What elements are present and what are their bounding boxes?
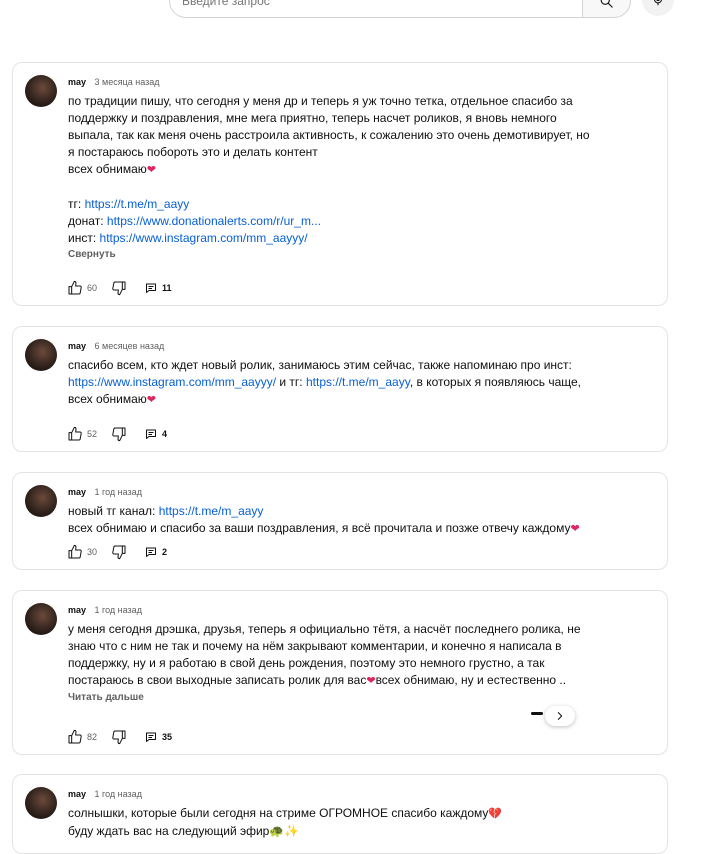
thumbs-up-icon — [67, 280, 83, 296]
post-text: новый тг канал: https://t.me/m_aayy всех обнимаю и спасибо за ваши поздравления, я всё прочитала и позже отвечу каждому❤ — [68, 504, 580, 535]
community-post — [12, 774, 668, 854]
avatar[interactable] — [25, 603, 57, 635]
like-count: 82 — [87, 732, 98, 742]
comment-count: 4 — [162, 429, 168, 439]
like-count: 60 — [87, 283, 98, 293]
thumbs-up-icon — [67, 544, 83, 560]
broken-heart-emoji: 💔 — [488, 808, 503, 820]
post-author[interactable]: may — [68, 341, 87, 351]
post-time[interactable]: 1 год назад — [94, 605, 142, 615]
like-button[interactable] — [67, 280, 83, 296]
dislike-button[interactable] — [111, 426, 127, 442]
search-bar — [169, 0, 631, 18]
community-post — [12, 590, 668, 755]
community-post — [12, 326, 668, 452]
comment-icon — [145, 282, 157, 294]
post-time[interactable]: 1 год назад — [94, 487, 142, 497]
chevron-right-icon — [555, 711, 565, 721]
thumbs-down-icon — [111, 544, 127, 560]
comment-icon — [145, 428, 157, 440]
post-author[interactable]: may — [68, 789, 87, 799]
thumbs-down-icon — [111, 280, 127, 296]
read-more-button[interactable]: Читать дальше — [68, 692, 144, 703]
comments-button[interactable] — [145, 546, 167, 558]
mic-icon — [651, 0, 665, 7]
thumbs-down-icon — [111, 729, 127, 745]
collapse-button[interactable]: Свернуть — [68, 249, 116, 260]
telegram-link[interactable]: https://t.me/m_aayy — [84, 197, 190, 211]
instagram-link[interactable]: https://www.instagram.com/mm_aayyy/ — [99, 231, 308, 245]
comment-count: 35 — [162, 732, 173, 742]
post-actions — [67, 278, 172, 298]
heart-emoji: ❤ — [146, 394, 157, 406]
avatar[interactable] — [25, 485, 57, 517]
heart-emoji: ❤ — [366, 675, 376, 687]
post-actions — [67, 727, 172, 747]
donation-link[interactable]: https://www.donationalerts.com/r/ur_m... — [106, 214, 321, 228]
telegram-link[interactable]: https://t.me/m_aayy — [305, 375, 410, 389]
comment-count: 2 — [162, 547, 168, 557]
thumbs-up-icon — [67, 426, 83, 442]
search-input[interactable] — [169, 0, 582, 18]
telegram-link[interactable]: https://t.me/m_aayy — [158, 504, 264, 518]
heart-emoji: ❤ — [146, 164, 157, 176]
comment-count: 11 — [162, 283, 172, 293]
instagram-link[interactable]: https://www.instagram.com/mm_aayyy/ — [68, 375, 277, 389]
search-icon — [599, 0, 614, 9]
post-text: солнышки, которые были сегодня на стриме ОГРОМНОЕ спасибо каждому💔 буду ждать вас на следующий эфир🐢✨ — [68, 806, 503, 838]
like-count: 30 — [87, 547, 98, 557]
post-author[interactable]: may — [68, 77, 87, 87]
carousel-next-button[interactable] — [545, 706, 575, 726]
post-text: по традиции пишу, что сегодня у меня др и теперь я уж точно тетка, отдельное спасибо за поддержку и поздравления, мне мега приятно, теперь насчет роликов, я вновь немного выпала, так как меня очень расстроила активность, к сожалению это очень демотивирует, но я постараюсь побороть это и делать контент всех обнимаю❤ тг: https://t.me/m_aayy донат: https://www.donationalerts.com/r/ur_m... инст: https://www.instagram.com/mm_aayyy/ — [68, 94, 590, 245]
like-button[interactable] — [67, 426, 83, 442]
comment-icon — [145, 731, 157, 743]
like-button[interactable] — [67, 544, 83, 560]
avatar[interactable] — [25, 339, 57, 371]
post-time[interactable]: 3 месяца назад — [94, 77, 160, 87]
post-text: у меня сегодня дрэшка, друзья, теперь я официально тётя, а насчёт последнего ролика, не знаю что с ним не так и почему на нём закрывают комментарии, и конечно я написала в поддержку, ну и я работаю в свой день рождения, поэтому это немного грустно, а так постараюсь в свои выходные записать ролик для вас❤всех обнимаю, ну и естественно .. — [68, 622, 581, 687]
post-text: спасибо всем, кто ждет новый ролик, занимаюсь этим сейчас, также напоминаю про инст: https://www.instagram.com/mm_aayyy/ и тг: https://t.me/m_aayy, в которых я появляюсь чаще, всех обнимаю❤ — [68, 358, 582, 406]
dislike-button[interactable] — [111, 280, 127, 296]
post-author[interactable]: may — [68, 487, 87, 497]
avatar[interactable] — [25, 75, 57, 107]
avatar[interactable] — [25, 787, 57, 819]
post-time[interactable]: 1 год назад — [94, 789, 142, 799]
comments-button[interactable] — [145, 731, 172, 743]
thumbs-up-icon — [67, 729, 83, 745]
thumbs-down-icon — [111, 426, 127, 442]
heart-emoji: ❤ — [570, 523, 580, 535]
comment-icon — [145, 546, 157, 558]
comments-button[interactable] — [145, 282, 172, 294]
post-actions — [67, 542, 167, 562]
search-button[interactable] — [582, 0, 631, 18]
post-author[interactable]: may — [68, 605, 87, 615]
post-actions — [67, 424, 167, 444]
comments-button[interactable] — [145, 428, 167, 440]
community-post — [12, 472, 668, 570]
post-time[interactable]: 6 месяцев назад — [94, 341, 165, 351]
dislike-button[interactable] — [111, 544, 127, 560]
like-button[interactable] — [67, 729, 83, 745]
like-count: 52 — [87, 429, 98, 439]
community-post — [12, 62, 668, 306]
dislike-button[interactable] — [111, 729, 127, 745]
carousel-indicator — [531, 712, 543, 715]
voice-search-button[interactable] — [642, 0, 674, 16]
turtle-sparkles-emoji: 🐢✨ — [269, 824, 300, 838]
